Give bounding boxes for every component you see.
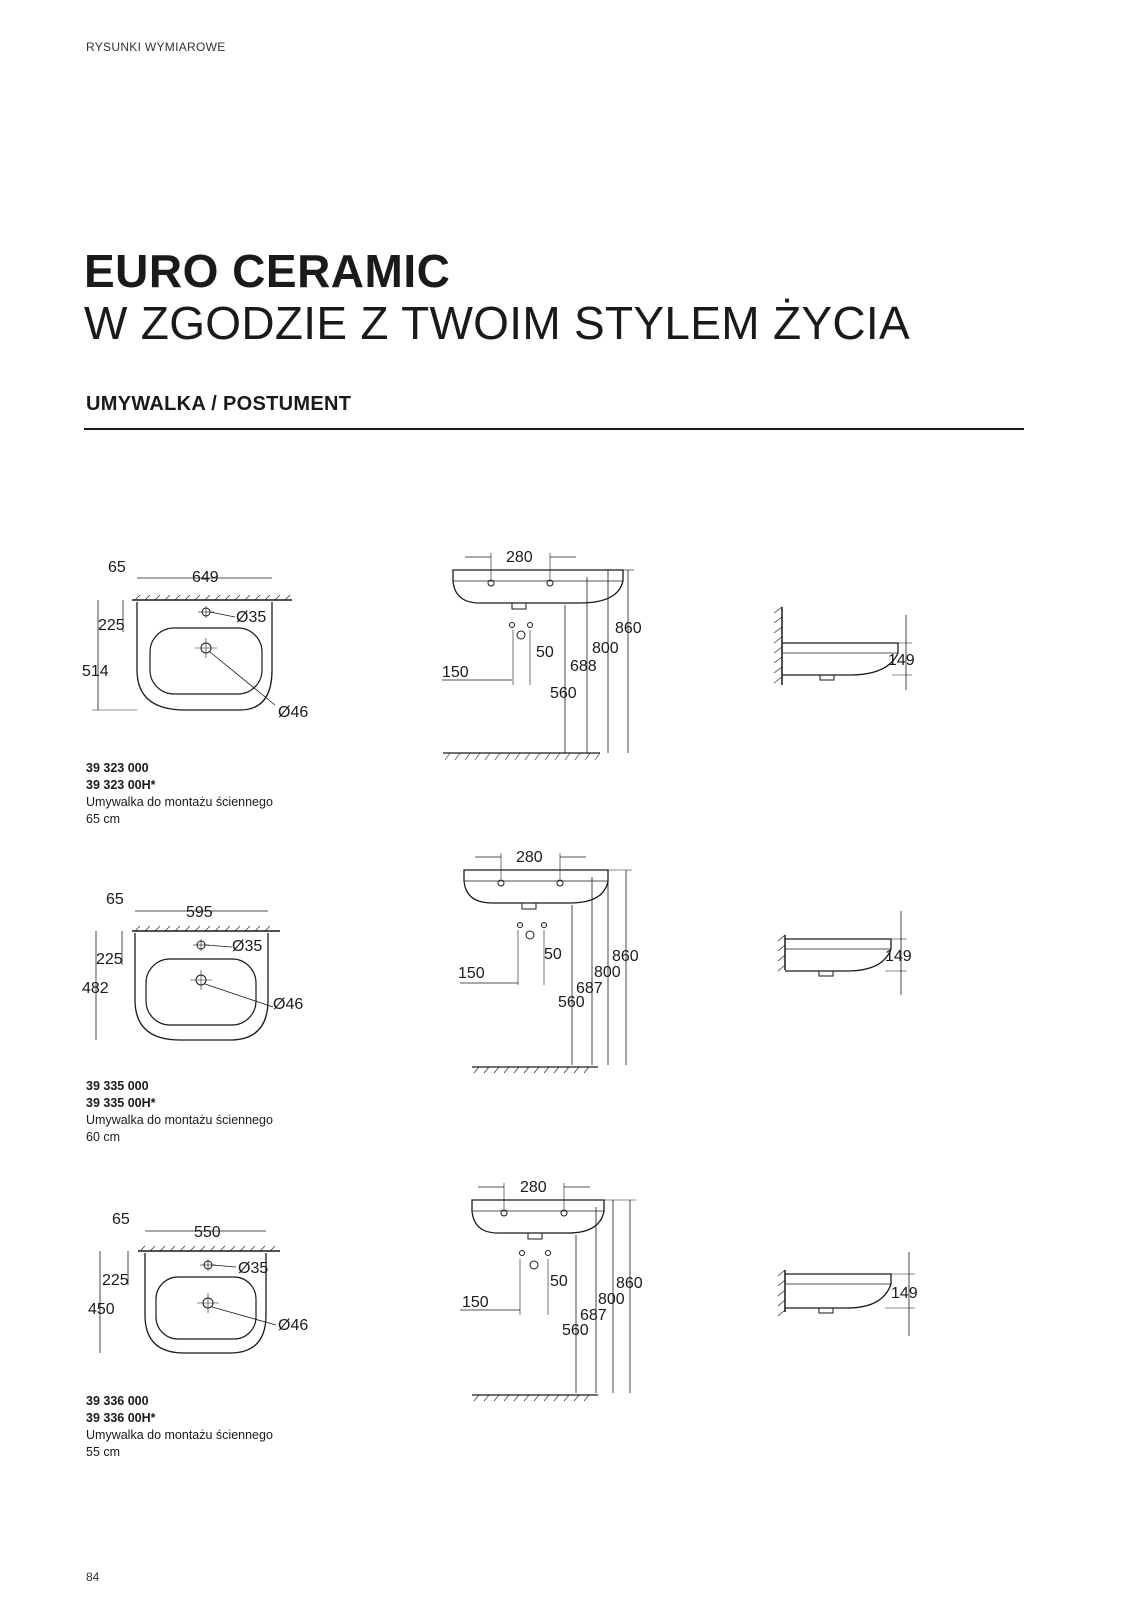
dim-hole-spacing: 280: [520, 1179, 547, 1196]
dim-side-height: 149: [885, 948, 912, 965]
dim-width: 550: [194, 1224, 221, 1241]
product-info: [86, 760, 273, 828]
front-view-drawing: [440, 545, 660, 770]
dim-valve-offset: 50: [536, 644, 554, 661]
top-view-drawing: [80, 1211, 320, 1380]
product-code: 39 336 00H*: [86, 1411, 156, 1425]
product-description: Umywalka do montażu ściennego: [86, 795, 273, 809]
dim-hole-spacing: 280: [506, 549, 533, 566]
section-heading: UMYWALKA / POSTUMENT: [86, 393, 352, 415]
dim-tap-hole: Ø35: [236, 609, 267, 626]
dim-hole-spacing: 280: [516, 849, 543, 866]
front-view-drawing: [458, 845, 658, 1085]
dim-valve-offset: 50: [550, 1273, 568, 1290]
dim-height-688: 688: [570, 658, 597, 675]
heading-divider: [84, 428, 1024, 430]
dim-height-800: 800: [592, 640, 619, 657]
dim-height-800: 800: [594, 964, 621, 981]
page-subtitle: W ZGODZIE Z TWOIM STYLEM ŻYCIA: [84, 297, 910, 349]
dim-height-860: 860: [616, 1275, 643, 1292]
dim-side-offset: 150: [462, 1294, 489, 1311]
section-label: RYSUNKI WYMIAROWE: [86, 40, 226, 54]
dim-height-560: 560: [558, 994, 585, 1011]
product-description: Umywalka do montażu ściennego: [86, 1113, 273, 1127]
dim-height-560: 560: [562, 1322, 589, 1339]
dim-depth: 514: [82, 663, 109, 680]
dim-depth: 450: [88, 1301, 115, 1318]
dim-valve-offset: 50: [544, 946, 562, 963]
dim-height-800: 800: [598, 1291, 625, 1308]
side-view-drawing: [770, 605, 930, 690]
dim-side-offset: 150: [442, 664, 469, 681]
dim-wall-offset: 65: [112, 1211, 130, 1228]
dim-wall-offset: 65: [106, 891, 124, 908]
top-view-drawing: [80, 560, 320, 730]
dim-height-860: 860: [615, 620, 642, 637]
dim-drain-hole: Ø46: [278, 704, 309, 721]
dim-tap-offset: 225: [96, 951, 123, 968]
front-view-drawing: [458, 1175, 658, 1410]
product-description: Umywalka do montażu ściennego: [86, 1428, 273, 1442]
dim-side-height: 149: [888, 652, 915, 669]
dim-tap-hole: Ø35: [232, 938, 263, 955]
dim-side-height: 149: [891, 1285, 918, 1302]
dim-tap-hole: Ø35: [238, 1260, 269, 1277]
product-size: 55 cm: [86, 1445, 121, 1459]
product-code: 39 323 000: [86, 761, 149, 775]
top-view-drawing: [80, 891, 320, 1065]
dim-height-688: 687: [576, 980, 603, 997]
dim-width: 595: [186, 904, 213, 921]
side-view-drawing: [775, 1250, 935, 1340]
dim-height-560: 560: [550, 685, 577, 702]
dim-tap-offset: 225: [98, 617, 125, 634]
side-view-drawing: [775, 905, 935, 995]
product-code: 39 336 000: [86, 1394, 149, 1408]
product-info: [86, 1078, 273, 1146]
dim-width: 649: [192, 569, 219, 586]
product-code: 39 323 00H*: [86, 778, 156, 792]
dim-drain-hole: Ø46: [273, 996, 304, 1013]
dim-tap-offset: 225: [102, 1272, 129, 1289]
page-title: EURO CERAMIC: [84, 245, 451, 297]
product-size: 65 cm: [86, 812, 121, 826]
dim-depth: 482: [82, 980, 109, 997]
product-code: 39 335 00H*: [86, 1096, 156, 1110]
dim-side-offset: 150: [458, 965, 485, 982]
dim-drain-hole: Ø46: [278, 1317, 309, 1334]
page-number: 84: [86, 1570, 100, 1584]
dim-height-860: 860: [612, 948, 639, 965]
product-info: [86, 1393, 273, 1461]
dim-height-688: 687: [580, 1307, 607, 1324]
product-code: 39 335 000: [86, 1079, 149, 1093]
product-size: 60 cm: [86, 1130, 121, 1144]
dim-wall-offset: 65: [108, 559, 126, 576]
